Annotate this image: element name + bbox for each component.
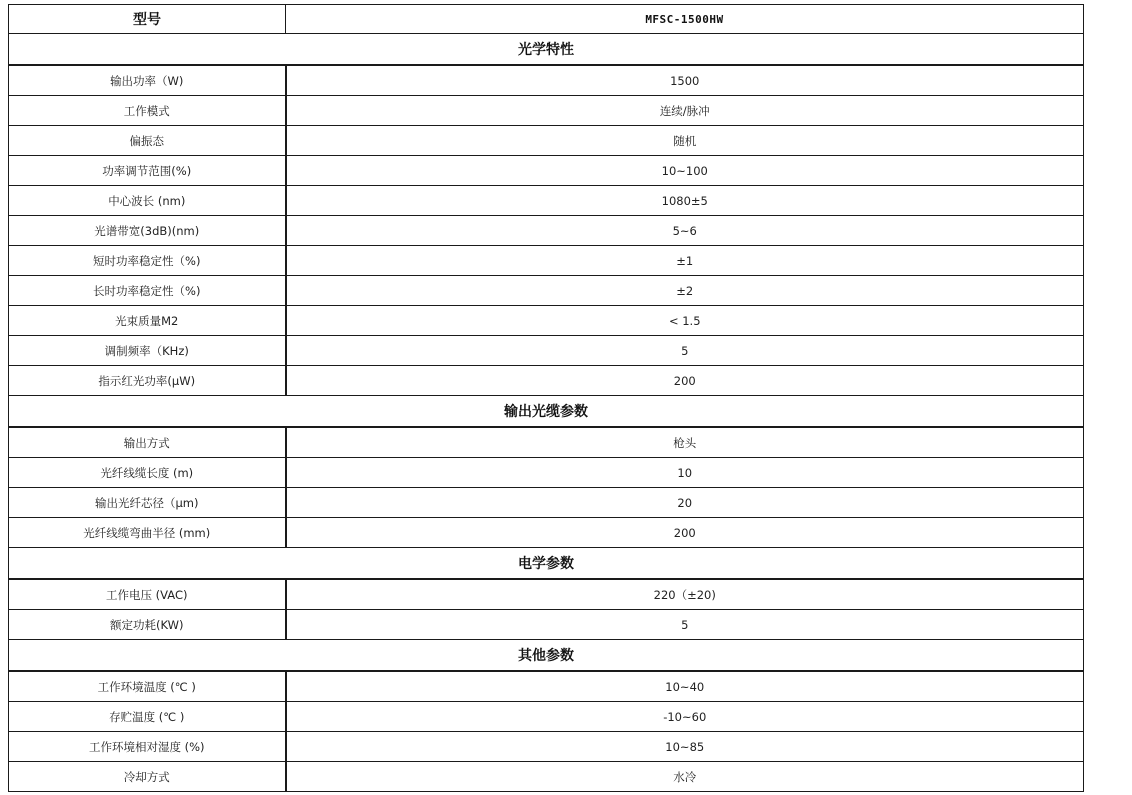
parameter-label: 光谱带宽(3dB)(nm) bbox=[9, 216, 286, 246]
parameter-label: 光束质量M2 bbox=[9, 306, 286, 336]
parameter-value: 10 bbox=[286, 458, 1084, 488]
parameter-row bbox=[9, 65, 1084, 96]
parameter-label: 短时功率稳定性（%) bbox=[9, 246, 286, 276]
parameter-value: 5 bbox=[286, 610, 1084, 640]
parameter-row bbox=[9, 336, 1084, 366]
section-header-row bbox=[9, 640, 1084, 672]
parameter-value: 枪头 bbox=[286, 427, 1084, 458]
parameter-value: 200 bbox=[286, 518, 1084, 548]
parameter-row bbox=[9, 96, 1084, 126]
parameter-label: 指示红光功率(μW) bbox=[9, 366, 286, 396]
parameter-row bbox=[9, 762, 1084, 792]
spec-table-body bbox=[9, 5, 1084, 792]
parameter-label: 工作环境相对湿度 (%) bbox=[9, 732, 286, 762]
parameter-value: 220（±20) bbox=[286, 579, 1084, 610]
parameter-label: 冷却方式 bbox=[9, 762, 286, 792]
parameter-row bbox=[9, 306, 1084, 336]
parameter-row bbox=[9, 732, 1084, 762]
parameter-row bbox=[9, 276, 1084, 306]
parameter-row bbox=[9, 702, 1084, 732]
parameter-label: 偏振态 bbox=[9, 126, 286, 156]
parameter-row bbox=[9, 366, 1084, 396]
parameter-value: -10~60 bbox=[286, 702, 1084, 732]
parameter-row bbox=[9, 579, 1084, 610]
parameter-value: ±2 bbox=[286, 276, 1084, 306]
parameter-row bbox=[9, 126, 1084, 156]
parameter-value: 10~100 bbox=[286, 156, 1084, 186]
parameter-label: 输出光纤芯径（μm) bbox=[9, 488, 286, 518]
parameter-label: 中心波长 (nm) bbox=[9, 186, 286, 216]
section-title: 电学参数 bbox=[9, 548, 1084, 580]
parameter-row bbox=[9, 216, 1084, 246]
section-title: 其他参数 bbox=[9, 640, 1084, 672]
parameter-label: 功率调节范围(%) bbox=[9, 156, 286, 186]
section-title: 光学特性 bbox=[9, 34, 1084, 66]
parameter-value: 10~85 bbox=[286, 732, 1084, 762]
section-header-row bbox=[9, 548, 1084, 580]
section-header-row bbox=[9, 396, 1084, 428]
parameter-row bbox=[9, 246, 1084, 276]
parameter-value: 水冷 bbox=[286, 762, 1084, 792]
parameter-row bbox=[9, 671, 1084, 702]
parameter-value: 5 bbox=[286, 336, 1084, 366]
parameter-row bbox=[9, 518, 1084, 548]
parameter-value: 20 bbox=[286, 488, 1084, 518]
parameter-row bbox=[9, 458, 1084, 488]
parameter-value: ±1 bbox=[286, 246, 1084, 276]
parameter-label: 输出方式 bbox=[9, 427, 286, 458]
parameter-value: 1080±5 bbox=[286, 186, 1084, 216]
model-row bbox=[9, 5, 1084, 34]
parameter-row bbox=[9, 427, 1084, 458]
parameter-label: 输出功率（W) bbox=[9, 65, 286, 96]
parameter-label: 工作模式 bbox=[9, 96, 286, 126]
parameter-value: 10~40 bbox=[286, 671, 1084, 702]
parameter-label: 额定功耗(KW) bbox=[9, 610, 286, 640]
model-value: MFSC-1500HW bbox=[286, 5, 1084, 34]
parameter-label: 长时功率稳定性（%) bbox=[9, 276, 286, 306]
parameter-value: 200 bbox=[286, 366, 1084, 396]
parameter-value: < 1.5 bbox=[286, 306, 1084, 336]
parameter-label: 工作电压 (VAC) bbox=[9, 579, 286, 610]
model-label: 型号 bbox=[9, 5, 286, 34]
spec-table bbox=[8, 4, 1084, 792]
parameter-label: 存贮温度 (℃ ) bbox=[9, 702, 286, 732]
section-title: 输出光缆参数 bbox=[9, 396, 1084, 428]
section-header-row bbox=[9, 34, 1084, 66]
parameter-label: 光纤线缆弯曲半径 (mm) bbox=[9, 518, 286, 548]
parameter-row bbox=[9, 488, 1084, 518]
parameter-label: 工作环境温度 (℃ ) bbox=[9, 671, 286, 702]
parameter-row bbox=[9, 156, 1084, 186]
parameter-row bbox=[9, 186, 1084, 216]
parameter-row bbox=[9, 610, 1084, 640]
parameter-label: 光纤线缆长度 (m) bbox=[9, 458, 286, 488]
parameter-label: 调制频率（KHz) bbox=[9, 336, 286, 366]
parameter-value: 连续/脉冲 bbox=[286, 96, 1084, 126]
parameter-value: 随机 bbox=[286, 126, 1084, 156]
parameter-value: 5~6 bbox=[286, 216, 1084, 246]
parameter-value: 1500 bbox=[286, 65, 1084, 96]
